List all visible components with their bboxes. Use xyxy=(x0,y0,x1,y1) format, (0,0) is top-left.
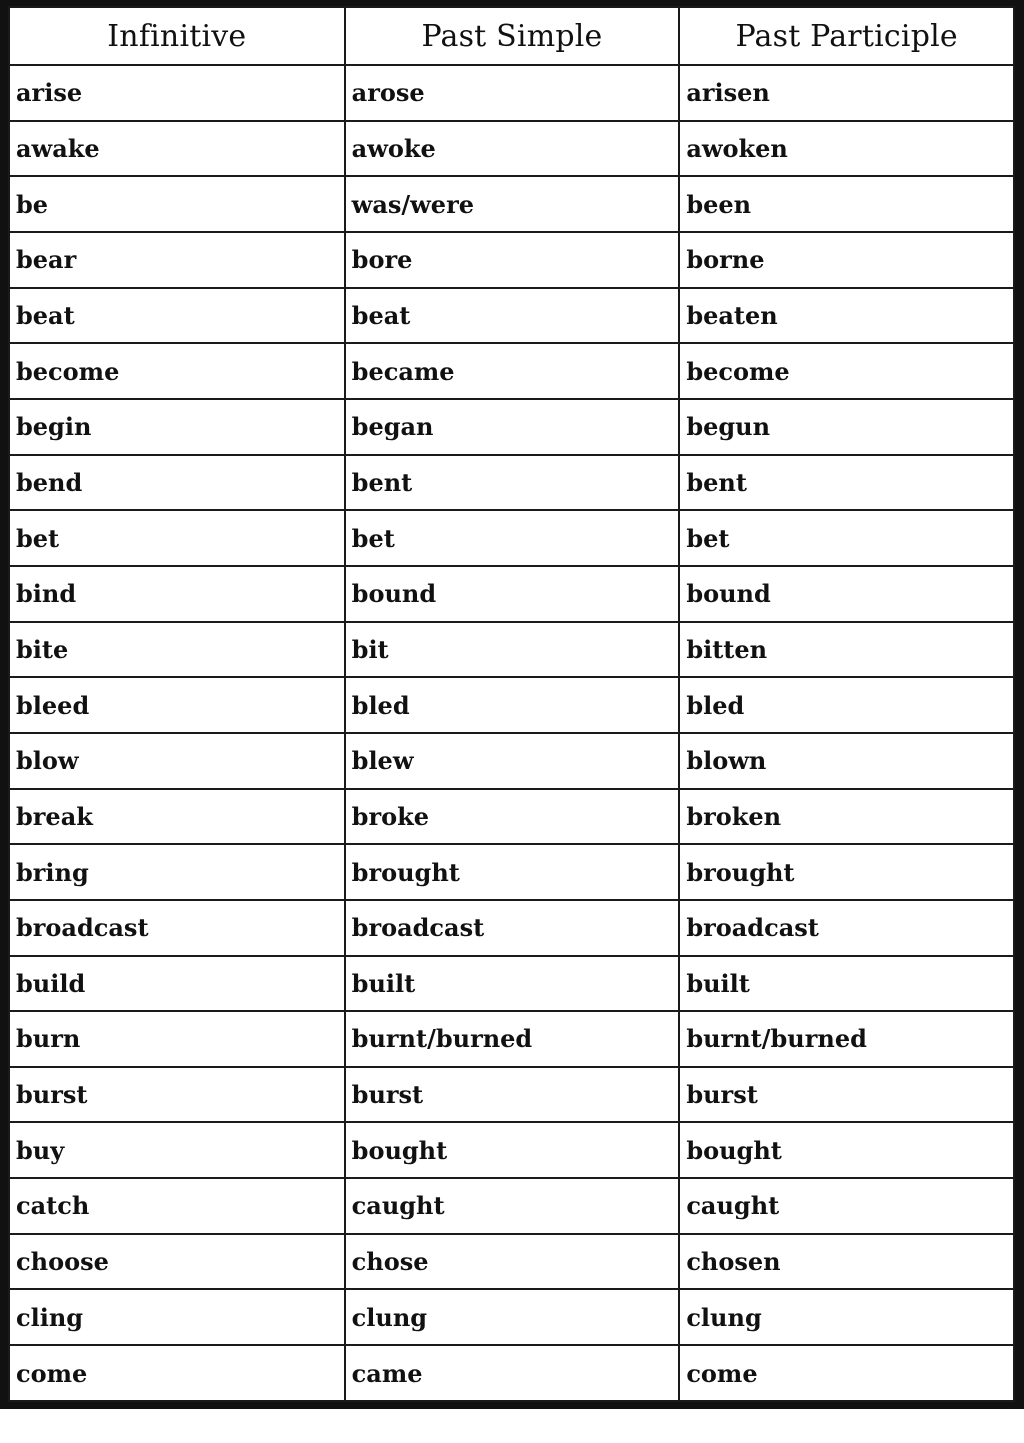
cell-infinitive: broadcast xyxy=(9,900,345,956)
cell-past-simple: built xyxy=(345,956,680,1012)
cell-past-participle: bound xyxy=(679,566,1014,622)
table-row xyxy=(9,1011,1014,1067)
table-row xyxy=(9,1122,1014,1178)
cell-past-participle: built xyxy=(679,956,1014,1012)
cell-past-participle: bent xyxy=(679,455,1014,511)
cell-infinitive: burst xyxy=(9,1067,345,1123)
cell-past-participle: bled xyxy=(679,677,1014,733)
cell-past-simple: bound xyxy=(345,566,680,622)
cell-past-participle: awoken xyxy=(679,121,1014,177)
table-row xyxy=(9,566,1014,622)
table-row xyxy=(9,956,1014,1012)
cell-past-participle: broadcast xyxy=(679,900,1014,956)
cell-infinitive: arise xyxy=(9,65,345,121)
cell-past-simple: became xyxy=(345,343,680,399)
cell-infinitive: become xyxy=(9,343,345,399)
cell-past-simple: bit xyxy=(345,622,680,678)
cell-infinitive: bleed xyxy=(9,677,345,733)
table-row xyxy=(9,1234,1014,1290)
cell-past-simple: was/were xyxy=(345,176,680,232)
cell-infinitive: catch xyxy=(9,1178,345,1234)
cell-past-participle: bought xyxy=(679,1122,1014,1178)
table-row xyxy=(9,733,1014,789)
header-past-participle: Past Participle xyxy=(679,7,1014,65)
table-row xyxy=(9,121,1014,177)
cell-past-participle: become xyxy=(679,343,1014,399)
table-row xyxy=(9,622,1014,678)
cell-infinitive: bend xyxy=(9,455,345,511)
cell-infinitive: burn xyxy=(9,1011,345,1067)
table-row xyxy=(9,1178,1014,1234)
cell-infinitive: beat xyxy=(9,288,345,344)
irregular-verbs-table xyxy=(8,6,1015,1402)
cell-past-participle: bitten xyxy=(679,622,1014,678)
cell-past-participle: arisen xyxy=(679,65,1014,121)
cell-past-participle: burst xyxy=(679,1067,1014,1123)
cell-past-simple: arose xyxy=(345,65,680,121)
table-row xyxy=(9,399,1014,455)
table-row xyxy=(9,288,1014,344)
cell-past-simple: beat xyxy=(345,288,680,344)
cell-past-simple: broke xyxy=(345,789,680,845)
table-row xyxy=(9,900,1014,956)
cell-past-simple: caught xyxy=(345,1178,680,1234)
cell-past-simple: broadcast xyxy=(345,900,680,956)
cell-past-participle: begun xyxy=(679,399,1014,455)
cell-infinitive: cling xyxy=(9,1289,345,1345)
cell-past-participle: broken xyxy=(679,789,1014,845)
table-row xyxy=(9,1289,1014,1345)
cell-past-simple: awoke xyxy=(345,121,680,177)
table-row xyxy=(9,1345,1014,1401)
cell-infinitive: come xyxy=(9,1345,345,1401)
header-infinitive: Infinitive xyxy=(9,7,345,65)
cell-past-simple: came xyxy=(345,1345,680,1401)
table-row xyxy=(9,677,1014,733)
table-row xyxy=(9,510,1014,566)
cell-infinitive: bind xyxy=(9,566,345,622)
cell-past-participle: clung xyxy=(679,1289,1014,1345)
cell-infinitive: break xyxy=(9,789,345,845)
cell-past-simple: bet xyxy=(345,510,680,566)
cell-past-participle: caught xyxy=(679,1178,1014,1234)
cell-past-participle: borne xyxy=(679,232,1014,288)
cell-infinitive: begin xyxy=(9,399,345,455)
cell-past-participle: bet xyxy=(679,510,1014,566)
cell-infinitive: bet xyxy=(9,510,345,566)
cell-infinitive: blow xyxy=(9,733,345,789)
cell-past-simple: burnt/burned xyxy=(345,1011,680,1067)
cell-past-simple: chose xyxy=(345,1234,680,1290)
table-row xyxy=(9,343,1014,399)
table-row xyxy=(9,844,1014,900)
cell-past-simple: clung xyxy=(345,1289,680,1345)
cell-infinitive: bite xyxy=(9,622,345,678)
table-row xyxy=(9,1067,1014,1123)
header-past-simple: Past Simple xyxy=(345,7,680,65)
table-row xyxy=(9,65,1014,121)
cell-past-simple: bled xyxy=(345,677,680,733)
cell-infinitive: choose xyxy=(9,1234,345,1290)
cell-infinitive: awake xyxy=(9,121,345,177)
cell-past-participle: beaten xyxy=(679,288,1014,344)
cell-past-simple: bent xyxy=(345,455,680,511)
cell-infinitive: be xyxy=(9,176,345,232)
cell-infinitive: build xyxy=(9,956,345,1012)
cell-past-participle: been xyxy=(679,176,1014,232)
cell-past-participle: chosen xyxy=(679,1234,1014,1290)
table-row xyxy=(9,789,1014,845)
table-row xyxy=(9,176,1014,232)
table-row xyxy=(9,232,1014,288)
cell-past-participle: burnt/burned xyxy=(679,1011,1014,1067)
cell-past-simple: began xyxy=(345,399,680,455)
table-row xyxy=(9,455,1014,511)
header-row xyxy=(9,7,1014,65)
cell-past-participle: blown xyxy=(679,733,1014,789)
cell-past-simple: bought xyxy=(345,1122,680,1178)
table-body xyxy=(9,65,1014,1401)
cell-infinitive: bear xyxy=(9,232,345,288)
cell-past-simple: blew xyxy=(345,733,680,789)
cell-past-participle: come xyxy=(679,1345,1014,1401)
cell-past-simple: brought xyxy=(345,844,680,900)
cell-past-participle: brought xyxy=(679,844,1014,900)
cell-infinitive: buy xyxy=(9,1122,345,1178)
cell-past-simple: bore xyxy=(345,232,680,288)
cell-past-simple: burst xyxy=(345,1067,680,1123)
cell-infinitive: bring xyxy=(9,844,345,900)
